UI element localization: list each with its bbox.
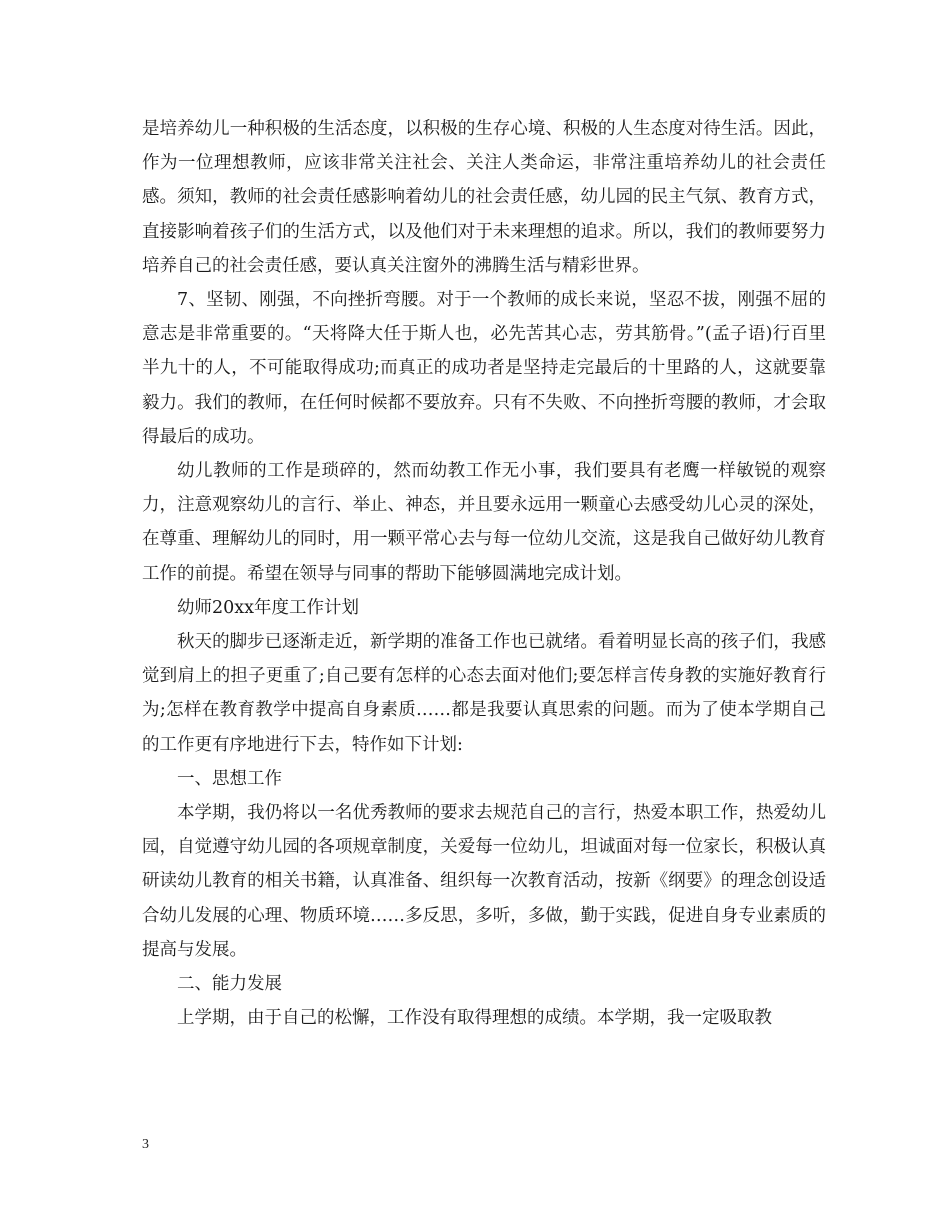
- paragraph-continuation: 是培养幼儿一种积极的生活态度，以积极的生存心境、积极的人生态度对待生活。因此，作为一位理想教师，应该非常关注社会、关注人类命运，非常注重培养幼儿的社会责任感。须知，教师的社会责任感影响着幼儿的社会责任感，幼儿园的民主气氛、教育方式，直接影响着孩子们的生活方式，以及他们对于未来理想的追求。所以，我们的教师要努力培养自己的社会责任感，要认真关注窗外的沸腾生活与精彩世界。: [142, 119, 826, 276]
- heading-ideological-work: 一、思想工作: [177, 768, 282, 789]
- document-body: [142, 112, 826, 1035]
- paragraph-teacher-work: 幼儿教师的工作是琐碎的，然而幼教工作无小事，我们要具有老鹰一样敏锐的观察力，注意观察幼儿的言行、举止、神态，并且要永远用一颗童心去感受幼儿心灵的深处，在尊重、理解幼儿的同时，用一颗平常心去与每一位幼儿交流，这是我自己做好幼儿教育工作的前提。希望在领导与同事的帮助下能够圆满地完成计划。: [142, 461, 826, 584]
- paragraph-ability-development: 上学期，由于自己的松懈，工作没有取得理想的成绩。本学期，我一定吸取教: [177, 1008, 772, 1029]
- paragraph-ideological-work: 本学期，我仍将以一名优秀教师的要求去规范自己的言行，热爱本职工作，热爱幼儿园，自觉遵守幼儿园的各项规章制度，关爱每一位幼儿，坦诚面对每一位家长，积极认真研读幼儿教育的相关书籍，认真准备、组织每一次教育活动，按新《纲要》的理念创设适合幼儿发展的心理、物质环境……多反思，多听，多做，勤于实践，促进自身专业素质的提高与发展。: [142, 803, 826, 960]
- page-number: 3: [142, 1137, 149, 1152]
- paragraph-autumn-intro: 秋天的脚步已逐渐走近，新学期的准备工作也已就绪。看着明显长高的孩子们，我感觉到肩上的担子更重了;自己要有怎样的心态去面对他们;要怎样言传身教的实施好教育行为;怎样在教育教学中提高自身素质……都是我要认真思索的问题。而为了使本学期自己的工作更有序地进行下去，特作如下计划:: [142, 632, 826, 755]
- paragraph-perseverance: 7、坚韧、刚强，不向挫折弯腰。对于一个教师的成长来说，坚忍不拔，刚强不屈的意志是非常重要的。“天将降大任于斯人也，必先苦其心志，劳其筋骨。”(孟子语)行百里半九十的人，不可能取得成功;而真正的成功者是坚持走完最后的十里路的人，这就要靠毅力。我们的教师，在任何时候都不要放弃。只有不失败、不向挫折弯腰的教师，才会取得最后的成功。: [142, 290, 826, 447]
- heading-ability-development: 二、能力发展: [177, 974, 282, 995]
- section-title-annual-plan: 幼师20xx年度工作计划: [177, 597, 360, 618]
